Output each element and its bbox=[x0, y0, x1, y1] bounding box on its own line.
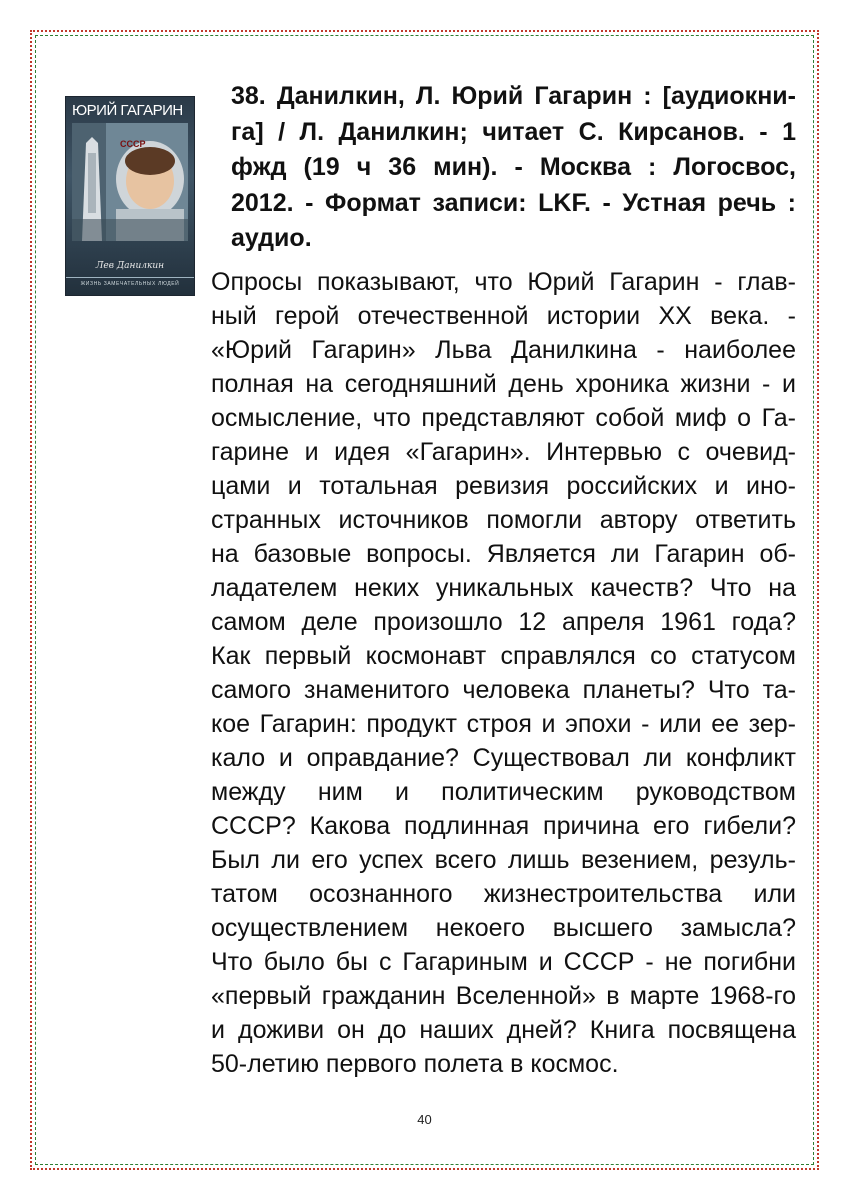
svg-text:СССР: СССР bbox=[120, 139, 146, 149]
annotation-line: ный герой отечественной истории XX века. - bbox=[211, 302, 796, 330]
annotation-line: осуществлением некоего высшего замысла? bbox=[211, 914, 796, 942]
annotation-line: и доживи он до наших дней? Книга посвящена bbox=[211, 1016, 796, 1044]
annotation-line: полная на сегодняшний день хроника жизни - и bbox=[211, 370, 796, 398]
annotation-text bbox=[211, 265, 796, 1081]
annotation-line: Опросы показывают, что Юрий Гагарин - глав- bbox=[211, 268, 796, 296]
entry-line: 2012. - Формат записи: LKF. - Устная речь : bbox=[231, 188, 796, 217]
cover-title: ЮРИЙ ГАГАРИН bbox=[72, 102, 183, 119]
entry-line: га] / Л. Данилкин; читает С. Кирсанов. - 1 bbox=[231, 117, 796, 146]
annotation-line: СССР? Какова подлинная причина его гибели? bbox=[211, 812, 796, 840]
annotation-line: Был ли его успех всего лишь везением, резуль- bbox=[211, 846, 796, 874]
annotation-line: самого знаменитого человека планеты? Что та- bbox=[211, 676, 796, 704]
cover-author: Лев Данилкин bbox=[95, 261, 165, 271]
annotation-line: Как первый космонавт справлялся со статусом bbox=[211, 642, 796, 670]
annotation-line: кало и оправдание? Существовал ли конфликт bbox=[211, 744, 796, 772]
book-cover-image bbox=[66, 97, 194, 295]
cosmonaut-photo bbox=[72, 123, 188, 241]
entry-line: 38. Данилкин, Л. Юрий Гагарин : [аудиокни- bbox=[231, 82, 796, 110]
entry-line: аудио. bbox=[231, 224, 312, 252]
annotation-line: на базовые вопросы. Является ли Гагарин об- bbox=[211, 540, 796, 568]
annotation-line: странных источников помогли автору ответить bbox=[211, 506, 796, 534]
annotation-line: кое Гагарин: продукт строя и эпохи - или ее зер- bbox=[211, 710, 796, 738]
annotation-line: самом деле произошло 12 апреля 1961 года? bbox=[211, 608, 796, 636]
annotation-line: 50-летию первого полета в космос. bbox=[211, 1050, 619, 1078]
annotation-line: «первый гражданин Вселенной» в марте 1968-го bbox=[211, 982, 796, 1010]
annotation-line: «Юрий Гагарин» Льва Данилкина - наиболее bbox=[211, 336, 796, 364]
annotation-line: татом осознанного жизнестроительства или bbox=[211, 880, 796, 908]
cover-series: ЖИЗНЬ ЗАМЕЧАТЕЛЬНЫХ ЛЮДЕЙ bbox=[80, 281, 180, 287]
annotation-line: Что было бы с Гагариным и СССР - не погибни bbox=[211, 948, 796, 976]
annotation-line: между ним и политическим руководством bbox=[211, 778, 796, 806]
bibliographic-entry bbox=[231, 79, 796, 257]
annotation-line: цами и тотальная ревизия российских и ино- bbox=[211, 472, 796, 500]
annotation-line: гарине и идея «Гагарин». Интервью с очевид- bbox=[211, 438, 796, 466]
entry-line: фжд (19 ч 36 мин). - Москва : Логосвос, bbox=[231, 153, 796, 181]
annotation-line: осмысление, что представляют собой миф о Га- bbox=[211, 404, 796, 432]
page-number: 40 bbox=[417, 1112, 432, 1127]
cover-divider bbox=[66, 277, 194, 278]
annotation-line: ладателем неких уникальных качеств? Что на bbox=[211, 574, 796, 602]
